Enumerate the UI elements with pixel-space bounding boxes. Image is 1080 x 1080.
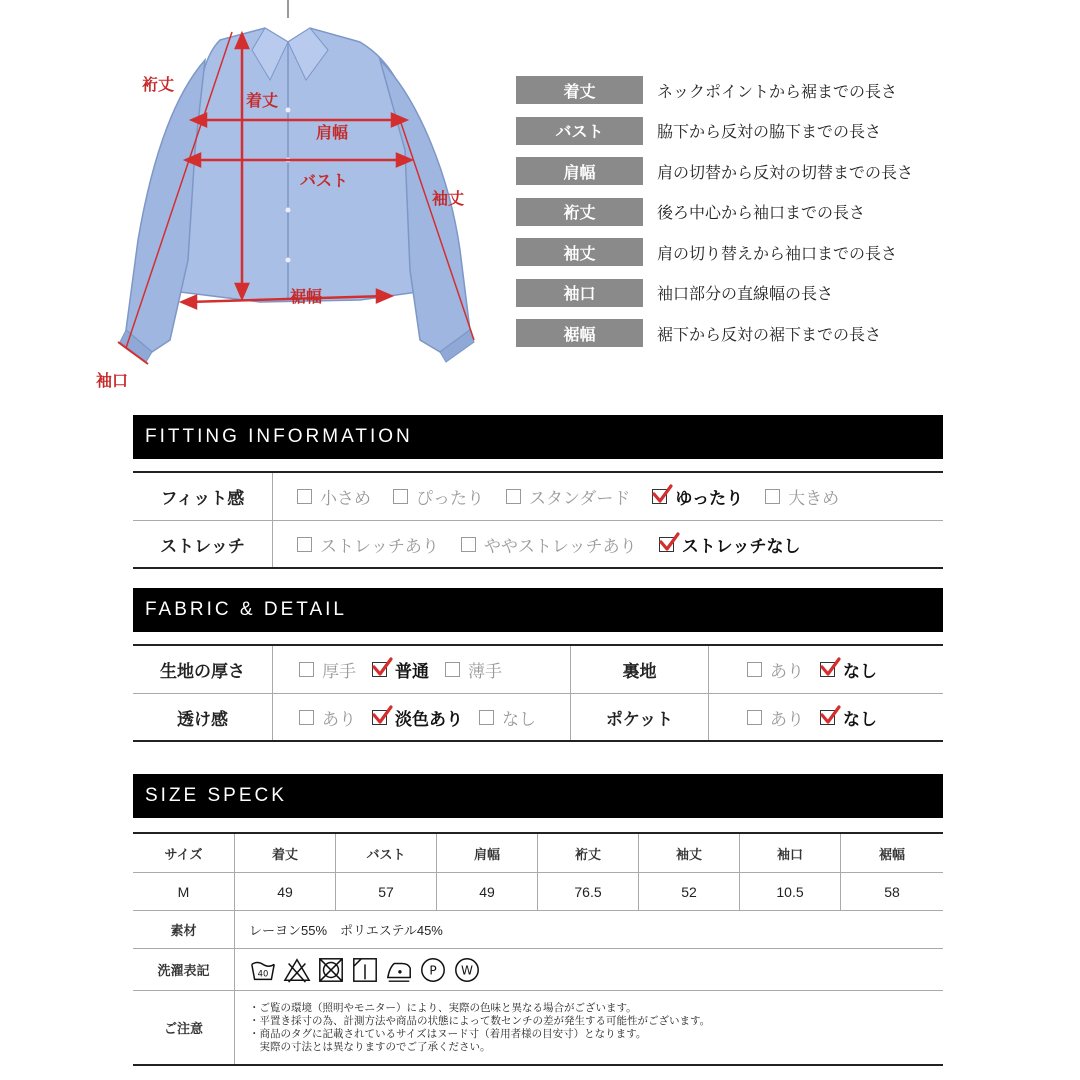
- glossary-row: [516, 70, 966, 111]
- size-cell: 76.5: [537, 873, 638, 910]
- size-table: [133, 832, 943, 1066]
- no-tumble-dry-icon: [317, 956, 345, 984]
- checkbox-checked-icon: [652, 489, 667, 504]
- size-cell: M: [177, 883, 190, 900]
- wash-40-icon: [249, 956, 277, 984]
- wash-40-text: 40: [257, 968, 269, 979]
- checkbox-empty-icon: [297, 537, 312, 552]
- option-label: ややストレッチあり: [483, 536, 637, 557]
- size-header-cell: 着丈: [234, 834, 335, 872]
- stretch-row: [133, 520, 943, 567]
- thickness-label: 生地の厚さ: [133, 646, 273, 693]
- label-kitake: 着丈: [246, 91, 279, 110]
- option-label: ぴったり: [416, 489, 484, 509]
- option-label: あり: [770, 709, 804, 730]
- glossary-def: 脇下から反対の脇下までの長さ: [657, 122, 882, 142]
- unchecked-option: [297, 484, 371, 509]
- unchecked-option: [461, 532, 637, 557]
- checkbox-checked-icon: [372, 710, 387, 725]
- option-label: 小さめ: [320, 489, 371, 509]
- size-cell: 57: [335, 873, 436, 910]
- option-label: あり: [322, 709, 356, 730]
- size-header-row: [133, 834, 943, 872]
- size-header-cell: 裾幅: [840, 834, 943, 872]
- size-cell: 10.5: [739, 873, 840, 910]
- checked-option: [659, 532, 801, 557]
- glossary-def: 袖口部分の直線幅の長さ: [657, 284, 834, 304]
- unchecked-option: [445, 657, 502, 682]
- size-cell: 58: [840, 873, 943, 910]
- checked-option: [652, 484, 743, 509]
- line-dry-shade-icon: [351, 956, 379, 984]
- checkbox-empty-icon: [506, 489, 521, 504]
- size-cell: 49: [234, 873, 335, 910]
- glossary-row: [516, 273, 966, 314]
- glossary-def: 裾下から反対の裾下までの長さ: [657, 324, 882, 344]
- pocket-label: ポケット: [571, 694, 709, 740]
- size-header-cell: サイズ: [164, 846, 203, 862]
- notes-label: ご注意: [163, 1021, 203, 1036]
- glossary-term: 着丈: [516, 76, 643, 104]
- garment-diagram: [60, 0, 500, 400]
- fitting-section-title: FITTING INFORMATION: [133, 415, 943, 459]
- measurement-glossary: [516, 70, 966, 354]
- checkbox-checked-icon: [372, 662, 387, 677]
- option-label: なし: [502, 709, 536, 730]
- glossary-def: ネックポイントから裾までの長さ: [657, 81, 898, 101]
- option-label: なし: [843, 662, 877, 682]
- label-katahaba: 肩幅: [316, 123, 349, 142]
- note-line: ・ご覧の環境（照明やモニター）により、実際の色味と異なる場合がございます。: [249, 1001, 637, 1014]
- size-header-cell: バスト: [335, 834, 436, 872]
- glossary-term: 肩幅: [516, 157, 643, 185]
- sheer-label: 透け感: [133, 694, 273, 740]
- checkbox-empty-icon: [445, 662, 460, 677]
- care-icons-cell: [234, 949, 943, 990]
- glossary-term: 袖口: [516, 279, 643, 307]
- unchecked-option: [506, 484, 630, 509]
- checked-option: [372, 657, 429, 682]
- notes-text: [234, 991, 943, 1064]
- checked-option: [820, 705, 877, 730]
- label-yukitake: 裄丈: [142, 75, 175, 94]
- checkbox-checked-icon: [659, 537, 674, 552]
- checkbox-empty-icon: [747, 710, 762, 725]
- glossary-def: 肩の切替から反対の切替までの長さ: [657, 162, 914, 182]
- unchecked-option: [393, 484, 484, 509]
- size-header-cell: 肩幅: [436, 834, 537, 872]
- material-row: [133, 910, 943, 948]
- no-bleach-icon: [283, 956, 311, 984]
- thickness-row: [133, 646, 943, 693]
- checkbox-empty-icon: [393, 489, 408, 504]
- option-label: 薄手: [468, 662, 502, 682]
- size-cell: 52: [638, 873, 739, 910]
- dryclean-p-icon: [419, 956, 447, 984]
- unchecked-option: [747, 657, 804, 682]
- stretch-options: [273, 521, 823, 567]
- wetclean-w-icon: [453, 956, 481, 984]
- unchecked-option: [297, 532, 439, 557]
- sheer-options: [273, 694, 571, 740]
- glossary-row: [516, 111, 966, 152]
- fit-label: フィット感: [133, 473, 273, 520]
- glossary-def: 後ろ中心から袖口までの長さ: [657, 203, 866, 223]
- fit-row: [133, 473, 943, 520]
- unchecked-option: [747, 705, 804, 730]
- checkbox-empty-icon: [461, 537, 476, 552]
- care-row: [133, 948, 943, 990]
- label-sodeguchi: 袖口: [96, 371, 129, 390]
- checked-option: [820, 657, 877, 682]
- fabric-table: [133, 644, 943, 742]
- thickness-options: [273, 646, 571, 693]
- checkbox-empty-icon: [765, 489, 780, 504]
- option-label: スタンダード: [529, 489, 631, 509]
- glossary-term: 裄丈: [516, 198, 643, 226]
- checkbox-empty-icon: [299, 662, 314, 677]
- note-line: 実際の寸法とは異なりますのでご了承ください。: [249, 1040, 491, 1053]
- checked-option: [372, 705, 463, 730]
- unchecked-option: [765, 484, 839, 509]
- wetclean-w-text: W: [461, 963, 473, 978]
- notes-row: [133, 990, 943, 1064]
- size-section-title: SIZE SPECK: [133, 774, 943, 818]
- lining-label: 裏地: [571, 646, 709, 693]
- option-label: ゆったり: [675, 489, 744, 509]
- glossary-row: [516, 192, 966, 233]
- checkbox-checked-icon: [820, 710, 835, 725]
- material-label: 素材: [170, 923, 197, 938]
- note-line: ・商品のタグに記載されているサイズはヌード寸（着用者様の目安寸）となります。: [249, 1027, 647, 1040]
- sheer-row: [133, 693, 943, 740]
- option-label: なし: [843, 709, 877, 730]
- checkbox-empty-icon: [479, 710, 494, 725]
- size-cell: 49: [436, 873, 537, 910]
- option-label: ストレッチなし: [681, 536, 801, 557]
- label-susohaba: 裾幅: [290, 287, 323, 306]
- lining-options: [709, 646, 943, 693]
- label-bust: バスト: [300, 171, 349, 190]
- glossary-term: 袖丈: [516, 238, 643, 266]
- glossary-row: [516, 232, 966, 273]
- unchecked-option: [479, 705, 536, 730]
- checkbox-empty-icon: [299, 710, 314, 725]
- option-label: 大きめ: [788, 489, 840, 509]
- checkbox-empty-icon: [747, 662, 762, 677]
- glossary-term: バスト: [516, 117, 643, 145]
- label-sodetake: 袖丈: [432, 189, 465, 208]
- fabric-section-title: FABRIC & DETAIL: [133, 588, 943, 632]
- unchecked-option: [299, 705, 356, 730]
- glossary-row: [516, 151, 966, 192]
- option-label: 普通: [395, 662, 429, 682]
- glossary-def: 肩の切り替えから袖口までの長さ: [657, 243, 898, 263]
- checkbox-empty-icon: [297, 489, 312, 504]
- option-label: あり: [770, 662, 804, 682]
- dryclean-p-text: P: [429, 963, 437, 978]
- fit-options: [273, 473, 861, 520]
- option-label: ストレッチあり: [320, 536, 439, 557]
- size-data-row: [133, 872, 943, 910]
- care-icons: [249, 956, 481, 984]
- note-line: ・平置き採寸の為、計測方法や商品の状態によって数センチの差が発生する可能性がございます。: [249, 1014, 711, 1027]
- size-header-cell: 袖口: [739, 834, 840, 872]
- material-value: レーヨン55% ポリエステル45%: [234, 911, 943, 948]
- option-label: 厚手: [322, 662, 356, 682]
- glossary-row: [516, 313, 966, 354]
- size-header-cell: 袖丈: [638, 834, 739, 872]
- iron-low-icon: [385, 956, 413, 984]
- care-label: 洗濯表記: [157, 963, 210, 978]
- glossary-term: 裾幅: [516, 319, 643, 347]
- stretch-label: ストレッチ: [133, 521, 273, 567]
- size-header-cell: 裄丈: [537, 834, 638, 872]
- pocket-options: [709, 694, 943, 740]
- checkbox-checked-icon: [820, 662, 835, 677]
- option-label: 淡色あり: [395, 709, 463, 730]
- fitting-table: [133, 471, 943, 569]
- unchecked-option: [299, 657, 356, 682]
